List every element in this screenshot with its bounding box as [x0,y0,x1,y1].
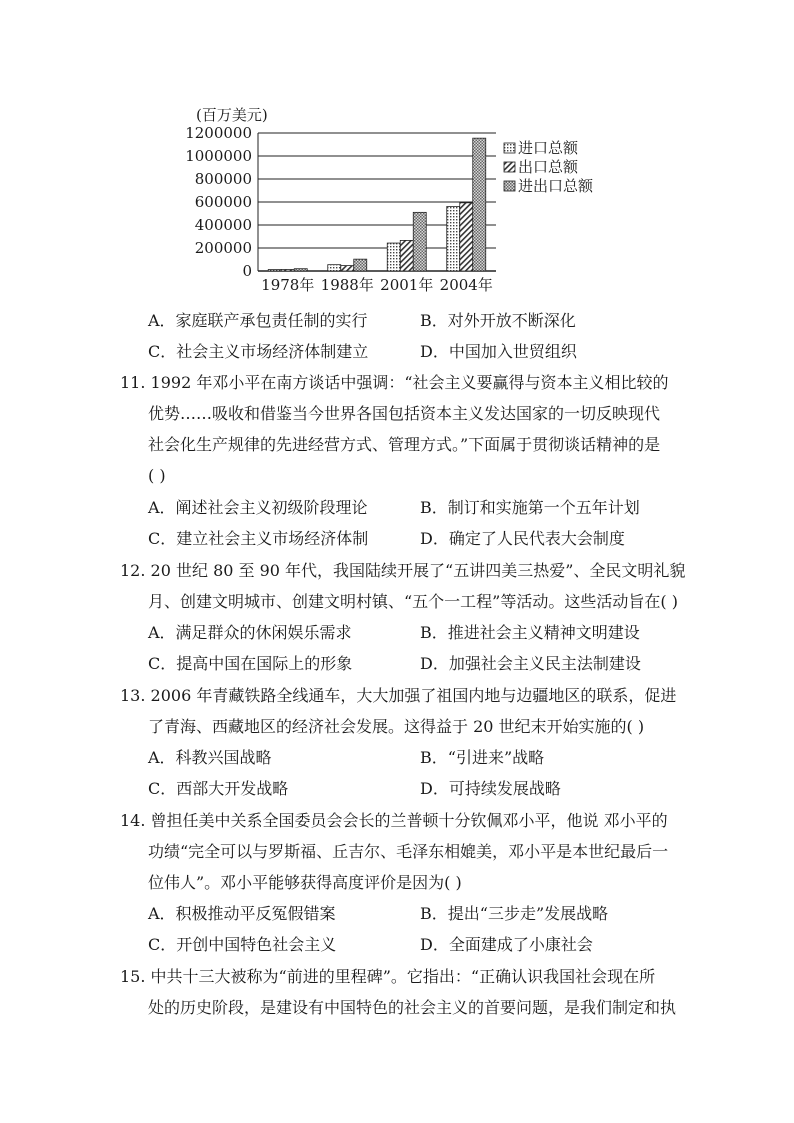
bar-export-4 [460,203,473,271]
bar-export-3 [400,240,413,271]
q13-option-b[interactable]: B．“引进来”战略 [420,748,545,767]
legend-label: 出口总额 [518,158,579,176]
x-tick-label: 2001年 [380,276,434,294]
legend-swatch-import [504,143,515,153]
q13-option-a[interactable]: A．科教兴国战略 [148,748,272,767]
x-tick-label: 1988年 [320,276,374,294]
bar-import-4 [447,206,460,271]
q13-option-c[interactable]: C．西部大开发战略 [148,779,289,798]
legend-label: 进口总额 [518,139,579,157]
bar-total-4 [473,138,486,271]
q14-option-b[interactable]: B．提出“三步走”发展战略 [420,904,609,923]
q12-stem-line-2: 月、创建文明城市、创建文明村镇、“五个一工程”等活动。这些活动旨在( ) [148,592,678,611]
q13-option-d[interactable]: D．可持续发展战略 [420,779,561,798]
bar-export-1 [281,270,294,272]
y-tick-label: 0 [242,262,252,280]
q14-stem-line-1: 14. 曾担任美中关系全国委员会会长的兰普顿十分钦佩邓小平，他说 邓小平的 [120,811,668,830]
q11-answer-blank: ( ) [148,466,166,485]
bar-total-3 [413,212,426,271]
y-tick-label: 1000000 [185,147,252,165]
legend-label: 进出口总额 [518,177,594,195]
q13-stem-line-2: 了青海、西藏地区的经济社会发展。这得益于 20 世纪末开始实施的( ) [148,717,645,736]
q10-option-d[interactable]: D．中国加入世贸组织 [420,342,577,361]
x-tick-label: 1978年 [261,276,315,294]
legend-swatch-export [504,162,515,172]
chart-unit-label: (百万美元) [196,106,268,124]
y-tick-label: 600000 [194,193,252,211]
q11-option-a[interactable]: A．阐述社会主义初级阶段理论 [148,498,368,517]
y-tick-label: 1200000 [185,124,252,142]
trade-bar-chart [0,0,794,300]
q14-option-a[interactable]: A．积极推动平反冤假错案 [148,904,336,923]
q10-option-b[interactable]: B．对外开放不断深化 [420,311,576,330]
q11-stem-line-2: 优势……吸收和借鉴当今世界各国包括资本主义发达国家的一切反映现代 [148,404,661,423]
bar-import-2 [328,265,341,271]
q14-stem-line-3: 位伟人”。邓小平能够获得高度评价是因为( ) [148,873,462,892]
q14-stem-line-2: 功绩“完全可以与罗斯福、丘吉尔、毛泽东相媲美，邓小平是本世纪最后一 [148,842,669,861]
q11-stem-line-1: 11. 1992 年邓小平在南方谈话中强调：“社会主义要赢得与资本主义相比较的 [120,373,669,392]
bar-total-2 [354,259,367,271]
y-tick-label: 800000 [194,170,252,188]
bar-import-1 [268,270,281,272]
q15-stem-line-1: 15. 中共十三大被称为“前进的里程碑”。它指出：“正确认识我国社会现在所 [120,967,656,986]
q10-option-c[interactable]: C．社会主义市场经济体制建立 [148,342,369,361]
y-tick-label: 200000 [194,239,252,257]
q13-stem-line-1: 13. 2006 年青藏铁路全线通车，大大加强了祖国内地与边疆地区的联系，促进 [120,686,677,705]
bar-import-3 [387,243,400,271]
q12-stem-line-1: 12. 20 世纪 80 至 90 年代，我国陆续开展了“五讲四美三热爱”、全民文明礼貌 [120,561,686,580]
q12-option-c[interactable]: C．提高中国在国际上的形象 [148,654,353,673]
q12-option-a[interactable]: A．满足群众的休闲娱乐需求 [148,623,352,642]
q11-option-b[interactable]: B．制订和实施第一个五年计划 [420,498,640,517]
legend-swatch-total [504,181,515,191]
x-tick-label: 2004年 [439,276,493,294]
q14-option-d[interactable]: D．全面建成了小康社会 [420,935,593,954]
y-tick-label: 400000 [194,216,252,234]
q10-option-a[interactable]: A．家庭联产承包责任制的实行 [148,311,368,330]
bar-export-2 [341,266,354,271]
q12-option-b[interactable]: B．推进社会主义精神文明建设 [420,623,640,642]
q14-option-c[interactable]: C．开创中国特色社会主义 [148,935,337,954]
q15-stem-line-2: 处的历史阶段，是建设有中国特色的社会主义的首要问题，是我们制定和执 [148,998,677,1017]
q11-option-c[interactable]: C．建立社会主义市场经济体制 [148,529,369,548]
q11-stem-line-3: 社会化生产规律的先进经营方式、管理方式。”下面属于贯彻谈话精神的是 [148,435,661,454]
bar-total-1 [294,269,307,271]
q12-option-d[interactable]: D．加强社会主义民主法制建设 [420,654,641,673]
q11-option-d[interactable]: D．确定了人民代表大会制度 [420,529,625,548]
